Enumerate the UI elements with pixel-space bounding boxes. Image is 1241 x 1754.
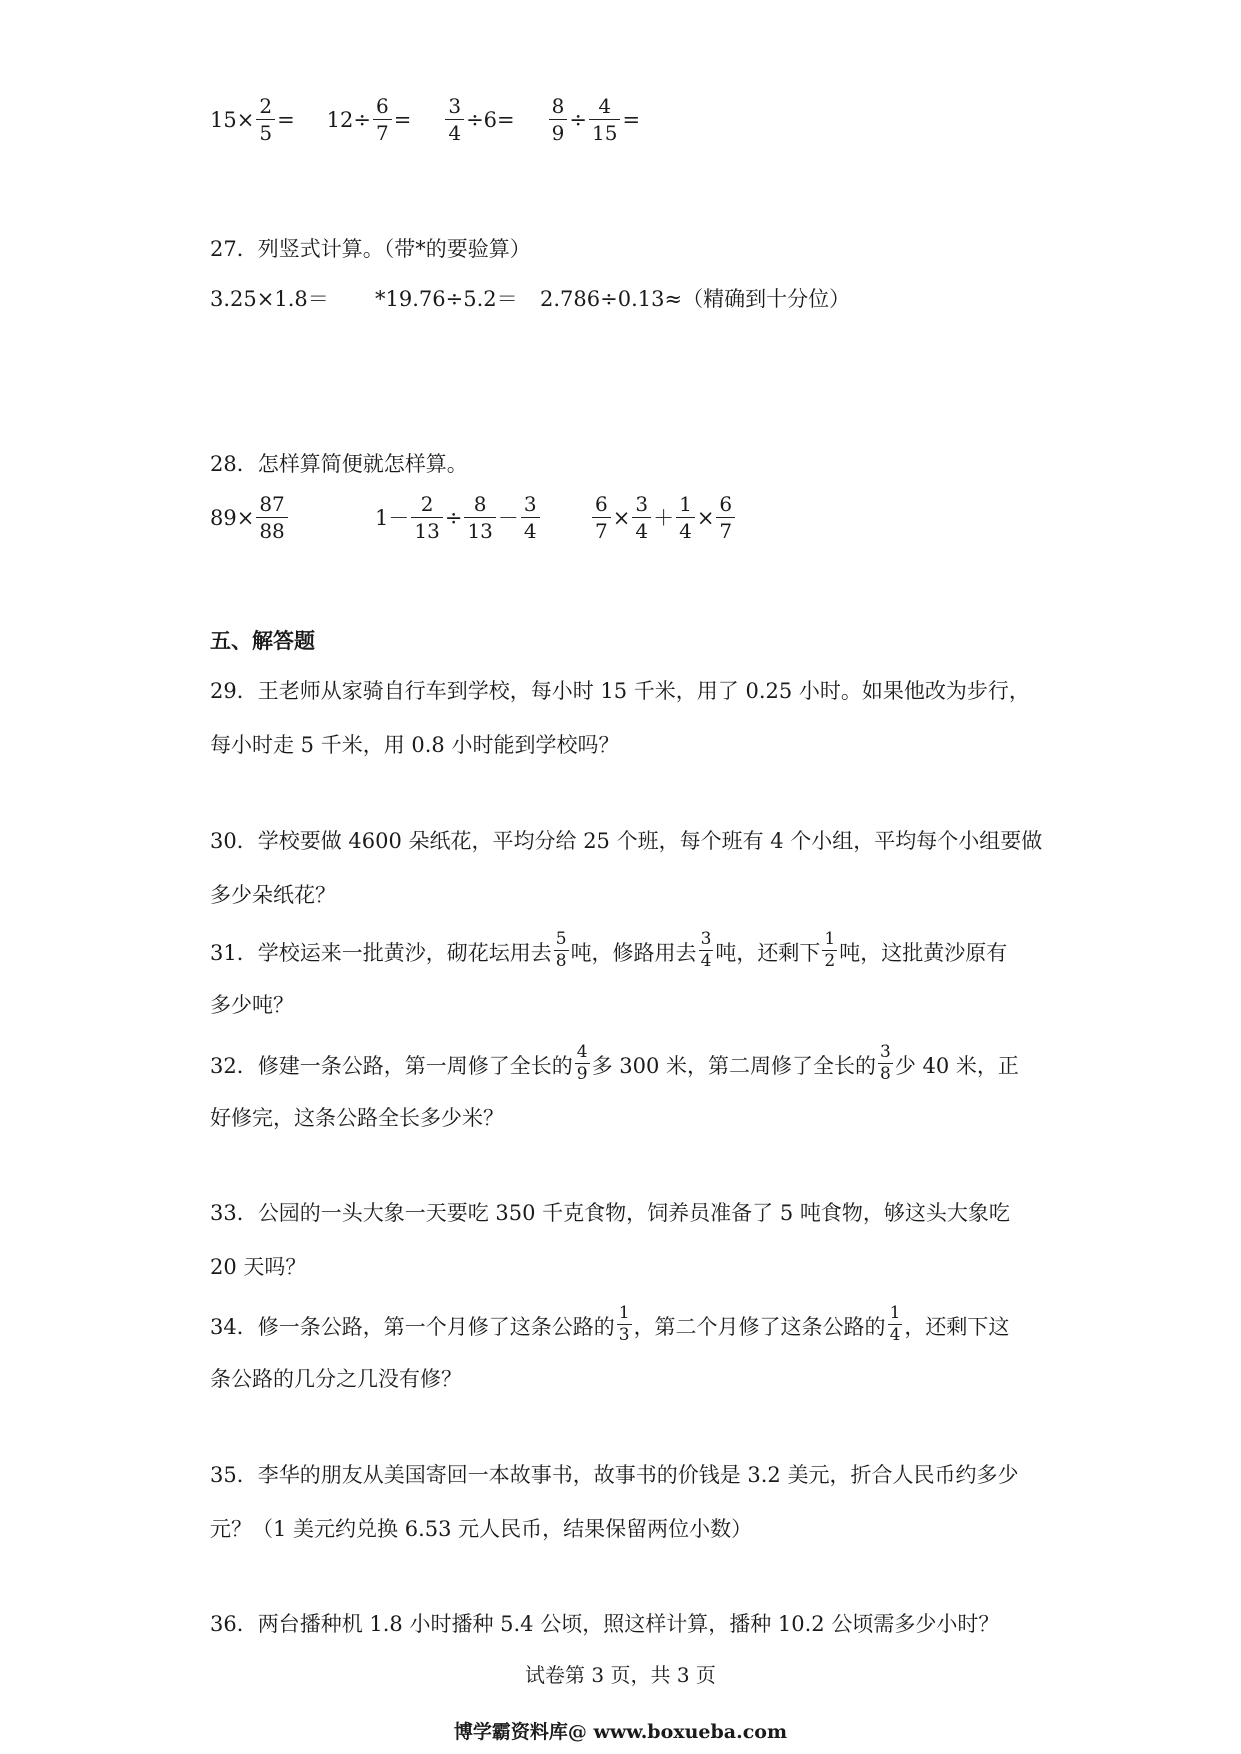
q30-line-2: 多少朵纸花？ bbox=[210, 883, 336, 907]
page-footer: 试卷第 3 页，共 3 页 bbox=[525, 1663, 716, 1687]
fraction: $\frac{1}{3}$ bbox=[618, 1303, 630, 1345]
q28-expressions bbox=[210, 492, 733, 543]
fraction: $\frac{3}{4}$ bbox=[445, 96, 464, 143]
expr-1: 15× $\frac{2}{5}$ = bbox=[210, 94, 295, 145]
q30-line-1: 30．学校要做 4600 朵纸花，平均分给 25 个班，每个班有 4 个小组，平均每个小组要做 bbox=[210, 829, 1043, 853]
fraction: $\frac{3}{4}$ bbox=[700, 929, 712, 971]
row26-expressions bbox=[210, 96, 640, 143]
watermark: 博学霸资料库@ www.boxueba.com bbox=[453, 1721, 788, 1743]
fraction: $\frac{3}{8}$ bbox=[880, 1042, 891, 1084]
q34-line-1: 34．修一条公路，第一个月修了这条公路的 $\frac{1}{3}$ ，第二个月修了这条公路的 $\frac{1}{4}$ ，还剩下这 bbox=[210, 1303, 1010, 1345]
q34-line-2: 条公路的几分之几没有修？ bbox=[210, 1367, 462, 1391]
fraction: $\frac{2}{13}$ bbox=[411, 494, 442, 541]
fraction: $\frac{87}{88}$ bbox=[256, 494, 287, 541]
q32-line-2: 好修完，这条公路全长多少米？ bbox=[210, 1106, 504, 1130]
q28-expr-3: $\frac{6}{7}$ × $\frac{3}{4}$ ＋ $\frac{1}{4}$ × $\frac{6}{7}$ bbox=[590, 494, 737, 541]
q32-line-1: 32．修建一条公路，第一周修了全长的 $\frac{4}{9}$ 多 300 米，第二周修了全长的 $\frac{3}{8}$ 少 40 米，正 bbox=[210, 1042, 1019, 1084]
q27-expr-2: *19.76÷5.2＝ bbox=[375, 287, 518, 311]
q36-line-1: 36．两台播种机 1.8 小时播种 5.4 公顷，照这样计算，播种 10.2 公顷需多少小时？ bbox=[210, 1612, 1000, 1636]
q35-line-1: 35．李华的朋友从美国寄回一本故事书，故事书的价钱是 3.2 美元，折合人民币约多少 bbox=[210, 1463, 1019, 1487]
q28-expr-2: 1－ $\frac{2}{13}$ ÷ $\frac{8}{13}$ － $\frac{3}{4}$ bbox=[375, 494, 542, 541]
fraction: $\frac{2}{5}$ bbox=[256, 96, 275, 143]
fraction: $\frac{4}{15}$ bbox=[589, 96, 620, 143]
q27-title: 27．列竖式计算。（带*的要验算） bbox=[210, 237, 531, 261]
q27-expr-1: 3.25×1.8＝ bbox=[210, 287, 329, 311]
q31-line-2: 多少吨？ bbox=[210, 993, 294, 1017]
fraction: $\frac{3}{4}$ bbox=[632, 494, 651, 541]
expr-2: 12÷ $\frac{6}{7}$ = bbox=[326, 94, 412, 145]
fraction: $\frac{6}{7}$ bbox=[592, 494, 611, 541]
q27-expr-3: 2.786÷0.13≈（精确到十分位） bbox=[540, 287, 851, 311]
q28-title: 28．怎样算简便就怎样算。 bbox=[210, 452, 468, 476]
q29-line-2: 每小时走 5 千米，用 0.8 小时能到学校吗？ bbox=[210, 733, 620, 757]
fraction: $\frac{1}{2}$ bbox=[824, 929, 836, 971]
q35-line-2: 元？（1 美元约兑换 6.53 元人民币，结果保留两位小数） bbox=[210, 1517, 753, 1541]
q28-expr-1: 89× $\frac{87}{88}$ bbox=[210, 494, 290, 541]
section-heading: 五、解答题 bbox=[210, 628, 315, 653]
q29-line-1: 29．王老师从家骑自行车到学校，每小时 15 千米，用了 0.25 小时。如果他改为步行， bbox=[210, 679, 1030, 703]
q33-line-2: 20 天吗？ bbox=[210, 1255, 307, 1279]
fraction: $\frac{5}{8}$ bbox=[555, 929, 567, 971]
fraction: $\frac{6}{7}$ bbox=[716, 494, 735, 541]
expr-4: $\frac{8}{9}$ ÷ $\frac{4}{15}$ = bbox=[547, 96, 640, 143]
fraction: $\frac{8}{13}$ bbox=[464, 494, 495, 541]
fraction: $\frac{3}{4}$ bbox=[521, 494, 540, 541]
q27-expressions bbox=[210, 284, 851, 314]
fraction: $\frac{8}{9}$ bbox=[549, 96, 568, 143]
expr-3: $\frac{3}{4}$ ÷6 = bbox=[443, 96, 514, 143]
fraction: $\frac{1}{4}$ bbox=[889, 1303, 901, 1345]
fraction: $\frac{4}{9}$ bbox=[576, 1042, 588, 1084]
q33-line-1: 33．公园的一头大象一天要吃 350 千克食物，饲养员准备了 5 吨食物，够这头大象吃 bbox=[210, 1201, 1010, 1225]
fraction: $\frac{1}{4}$ bbox=[676, 494, 695, 541]
q31-line-1: 31．学校运来一批黄沙，砌花坛用去 $\frac{5}{8}$ 吨，修路用去 $\frac{3}{4}$ 吨，还剩下 $\frac{1}{2}$ 吨，这批黄沙原有 bbox=[210, 929, 1008, 971]
fraction: $\frac{6}{7}$ bbox=[373, 96, 392, 143]
